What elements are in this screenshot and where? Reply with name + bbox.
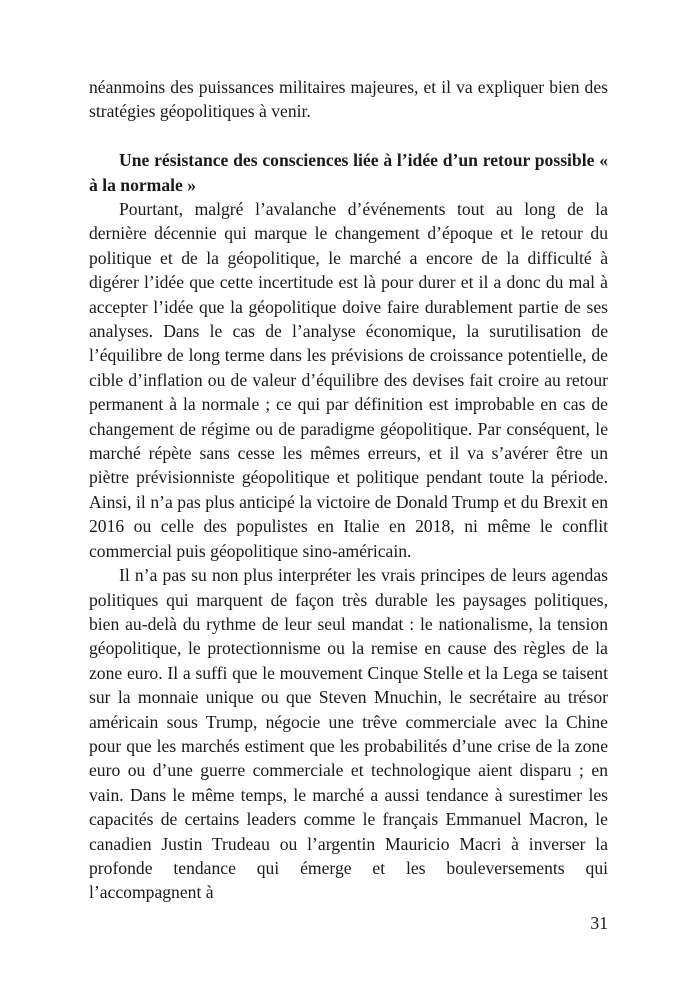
body-text (89, 75, 608, 905)
page-number: 31 (590, 913, 608, 933)
continuation-paragraph: néanmoins des puissances militaires majeures, et il va expliquer bien des stratégies géopolitiques à venir. (89, 77, 608, 122)
section-heading: Une résistance des consciences liée à l’idée d’un retour possible « à la normale » (89, 150, 608, 195)
paragraph-1: Pourtant, malgré l’avalanche d’événements tout au long de la dernière décennie qui marque le changement d’époque et le retour du politique et de la géopolitique, le marché a encore de la difficulté à digérer l’idée que cette incertitude est là pour durer et il a donc du mal à accepter l’idée que la géopolitique doive faire durablement partie de ses analyses. Dans le cas de l’analyse économique, la surutilisation de l’équilibre de long terme dans les prévisions de croissance potentielle, de cible d’inflation ou de valeur d’équilibre des devises fait croire au retour permanent à la normale ; ce qui par définition est improbable en cas de changement de régime ou de paradigme géopolitique. Par conséquent, le marché répète sans cesse les mêmes erreurs, et il va s’avérer être un piètre prévisionniste géopolitique et politique pendant toute la période. Ainsi, il n’a pas plus anticipé la victoire de Donald Trump et du Brexit en 2016 ou celle des populistes en Italie en 2018, ni même le conflit commercial puis géopolitique sino-américain. (89, 199, 608, 561)
paragraph-2: Il n’a pas su non plus interpréter les vrais principes de leurs agendas politiques qui marquent de façon très durable les paysages politiques, bien au-delà du rythme de leur seul mandat : le nationalisme, la tension géopolitique, le protectionnisme ou la remise en cause des règles de la zone euro. Il a suffi que le mouvement Cinque Stelle et la Lega se taisent sur la monnaie unique ou que Steven Mnuchin, le secrétaire au trésor américain sous Trump, négocie une trêve commerciale avec la Chine pour que les marchés estiment que les probabilités d’une crise de la zone euro ou d’une guerre commerciale et technologique aient disparu ; en vain. Dans le même temps, le marché a aussi tendance à surestimer les capacités de certains leaders comme le français Emmanuel Macron, le canadien Justin Trudeau ou l’argentin Mauricio Macri à inverser la profonde tendance qui émerge et les bouleversements qui l’accompagnent à (89, 565, 608, 903)
